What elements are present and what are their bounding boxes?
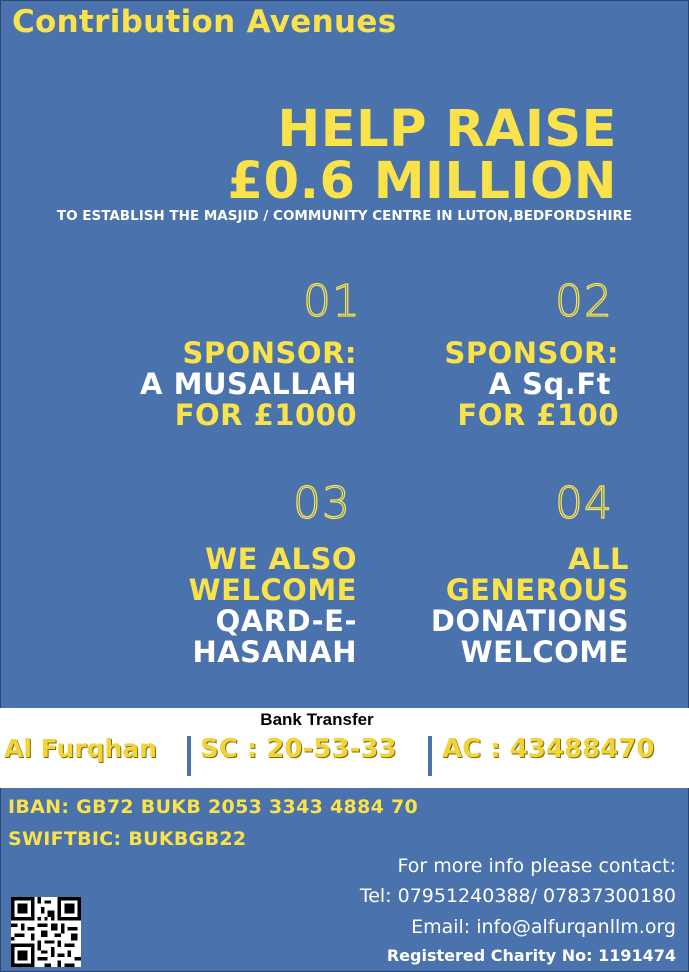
subtitle: TO ESTABLISH THE MASJID / COMMUNITY CENTRE IN LUTON,BEDFORDSHIRE bbox=[56, 208, 633, 224]
bank-transfer-label: Bank Transfer bbox=[260, 710, 374, 729]
headline bbox=[227, 100, 617, 211]
option-03-line2: WELCOME bbox=[188, 573, 357, 607]
qr-code-icon bbox=[11, 897, 81, 967]
headline-line1: HELP RAISE bbox=[277, 100, 617, 159]
option-04-line2: GENEROUS bbox=[445, 573, 629, 607]
account-number: AC : 43488470 bbox=[442, 734, 655, 764]
contact-email: Email: info@alfurqanllm.org bbox=[411, 916, 676, 938]
bank-separator bbox=[187, 736, 191, 776]
option-number-01: 01 bbox=[303, 276, 361, 327]
headline-amount: £0.6 MILLION bbox=[227, 152, 617, 211]
option-04-line4: WELCOME bbox=[460, 635, 629, 669]
option-02-line3: FOR £100 bbox=[457, 398, 619, 432]
option-03-line1: WE ALSO bbox=[205, 542, 357, 576]
option-02 bbox=[444, 338, 619, 431]
contact-tel: Tel: 07951240388/ 07837300180 bbox=[359, 885, 676, 907]
option-number-03: 03 bbox=[293, 478, 351, 529]
option-01-line1: SPONSOR: bbox=[182, 336, 357, 370]
option-04-line1: ALL bbox=[568, 542, 629, 576]
option-number-02: 02 bbox=[555, 276, 613, 327]
option-01-line2: A MUSALLAH bbox=[140, 367, 357, 401]
page-title: Contribution Avenues bbox=[12, 4, 397, 40]
contact-intro: For more info please contact: bbox=[397, 855, 676, 877]
swift-bic: SWIFTBIC: BUKBGB22 bbox=[8, 828, 247, 850]
registered-charity: Registered Charity No: 1191474 bbox=[386, 946, 676, 965]
option-04 bbox=[431, 544, 629, 668]
bank-name: Al Furqhan bbox=[4, 734, 157, 763]
option-01 bbox=[140, 338, 357, 431]
option-02-line2: A Sq.Ft bbox=[488, 367, 611, 401]
option-number-04: 04 bbox=[555, 478, 613, 529]
option-03-line4: HASANAH bbox=[192, 635, 357, 669]
bank-transfer-bar bbox=[0, 708, 689, 788]
iban: IBAN: GB72 BUKB 2053 3343 4884 70 bbox=[8, 796, 419, 818]
bank-separator bbox=[428, 736, 432, 776]
option-02-line1: SPONSOR: bbox=[444, 336, 619, 370]
option-03 bbox=[189, 544, 357, 668]
sort-code: SC : 20-53-33 bbox=[200, 734, 397, 764]
option-04-line3: DONATIONS bbox=[430, 604, 629, 638]
option-01-line3: FOR £1000 bbox=[174, 398, 357, 432]
option-03-line3: QARD-E- bbox=[215, 604, 357, 638]
